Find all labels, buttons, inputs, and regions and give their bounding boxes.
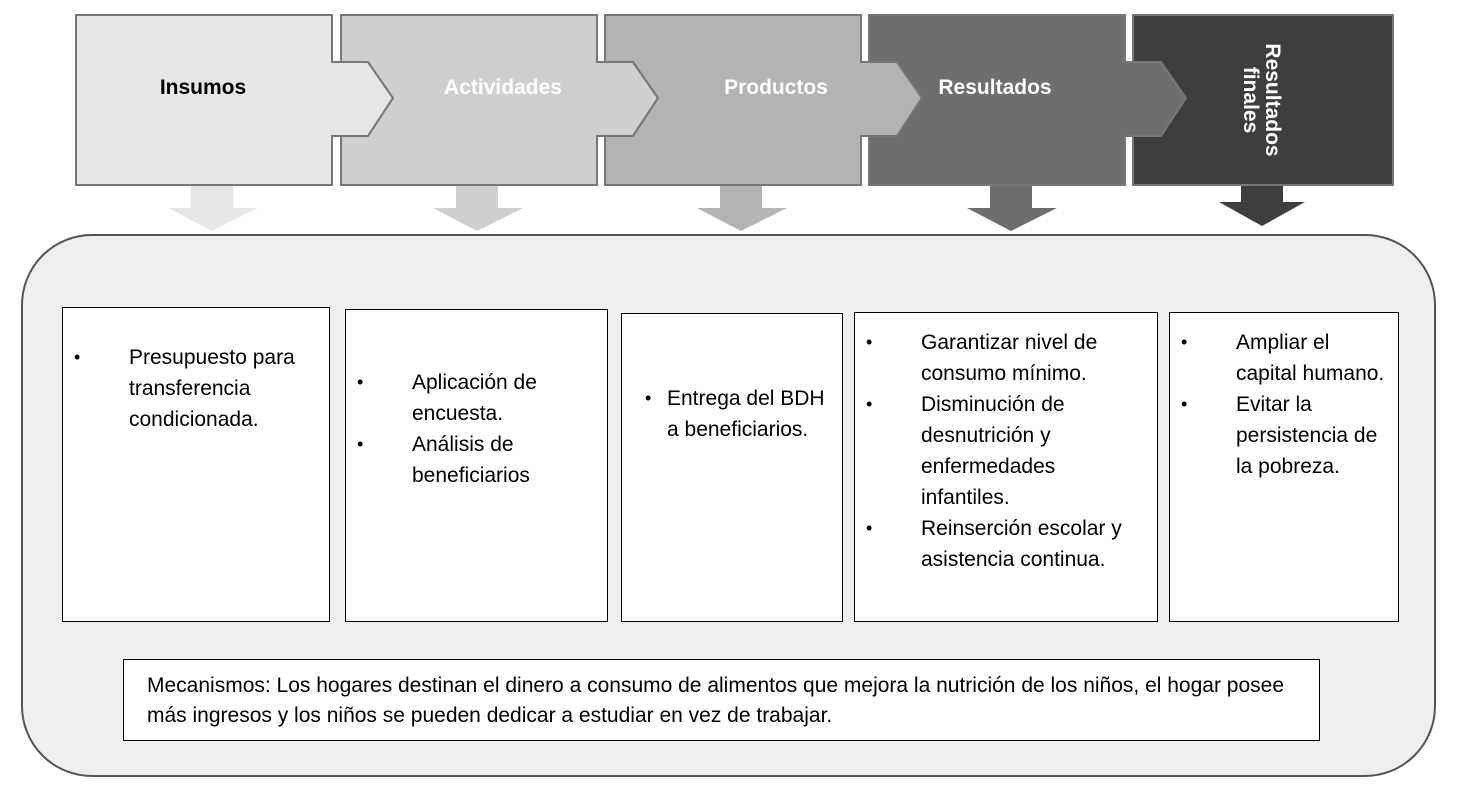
bullet-text: Análisis de beneficiarios — [412, 433, 530, 487]
box-actividades-list — [346, 310, 607, 491]
box-insumos-list — [63, 308, 329, 435]
bullet-item — [866, 389, 1145, 513]
stage-productos-title: Productos — [724, 76, 828, 99]
stage-actividades-title: Actividades — [444, 76, 562, 99]
bullet-dot-icon: • — [1181, 332, 1188, 352]
box-productos-list — [622, 314, 842, 445]
bullet-text: Evitar la persistencia de la pobreza. — [1236, 393, 1378, 478]
stage-resultados-finales-title: Resultadosfinales — [1239, 43, 1284, 157]
bullet-item — [866, 513, 1145, 575]
box-productos — [621, 313, 843, 622]
box-resultados-finales — [1169, 312, 1399, 622]
box-resultados-list — [855, 313, 1157, 575]
box-resultados-finales-list — [1170, 313, 1398, 482]
bullet-item — [357, 367, 597, 429]
stage-resultados-title: Resultados — [938, 76, 1052, 99]
stage-productos-down-arrow — [697, 186, 787, 231]
bullet-item — [1181, 389, 1388, 482]
bullet-text: Garantizar nivel de consumo mínimo. — [921, 331, 1098, 385]
bullet-text: Entrega del BDH a beneficiarios. — [667, 387, 825, 441]
bullet-dot-icon: • — [357, 372, 364, 392]
bullet-text: Disminución de desnutrición y enfermedades infantiles. — [921, 393, 1065, 509]
bullet-item — [645, 383, 830, 445]
bullet-item — [1181, 327, 1388, 389]
bullet-text: Presupuesto para transferencia condicionada. — [129, 346, 295, 431]
bullet-dot-icon: • — [866, 394, 873, 414]
bullet-dot-icon: • — [645, 388, 652, 408]
stage-resultados-finales — [1133, 15, 1393, 226]
stage-insumos-title: Insumos — [159, 76, 247, 99]
box-resultados — [854, 312, 1158, 622]
bullet-text: Reinserción escolar y asistencia continua. — [921, 517, 1122, 571]
bullet-text: Aplicación de encuesta. — [412, 371, 537, 425]
stage-resultados-finales-down-arrow — [1219, 186, 1305, 226]
stage-resultados-down-arrow — [967, 186, 1057, 231]
bullet-item — [74, 342, 319, 435]
box-insumos — [62, 307, 330, 622]
bullet-dot-icon: • — [74, 347, 81, 367]
stage-insumos-down-arrow — [168, 186, 258, 231]
mechanisms-note: Mecanismos: Los hogares destinan el dinero a consumo de alimentos que mejora la nutrición de los niños, el hogar posee más ingresos y los niños se pueden dedicar a estudiar en vez de trabajar. — [123, 659, 1320, 741]
box-actividades — [345, 309, 608, 622]
bullet-item — [357, 429, 597, 491]
bullet-item — [866, 327, 1145, 389]
bullet-dot-icon: • — [357, 434, 364, 454]
stage-actividades-down-arrow — [433, 186, 523, 231]
bullet-text: Ampliar el capital humano. — [1236, 331, 1385, 385]
bullet-dot-icon: • — [866, 332, 873, 352]
bullet-dot-icon: • — [1181, 394, 1188, 414]
bullet-dot-icon: • — [866, 518, 873, 538]
